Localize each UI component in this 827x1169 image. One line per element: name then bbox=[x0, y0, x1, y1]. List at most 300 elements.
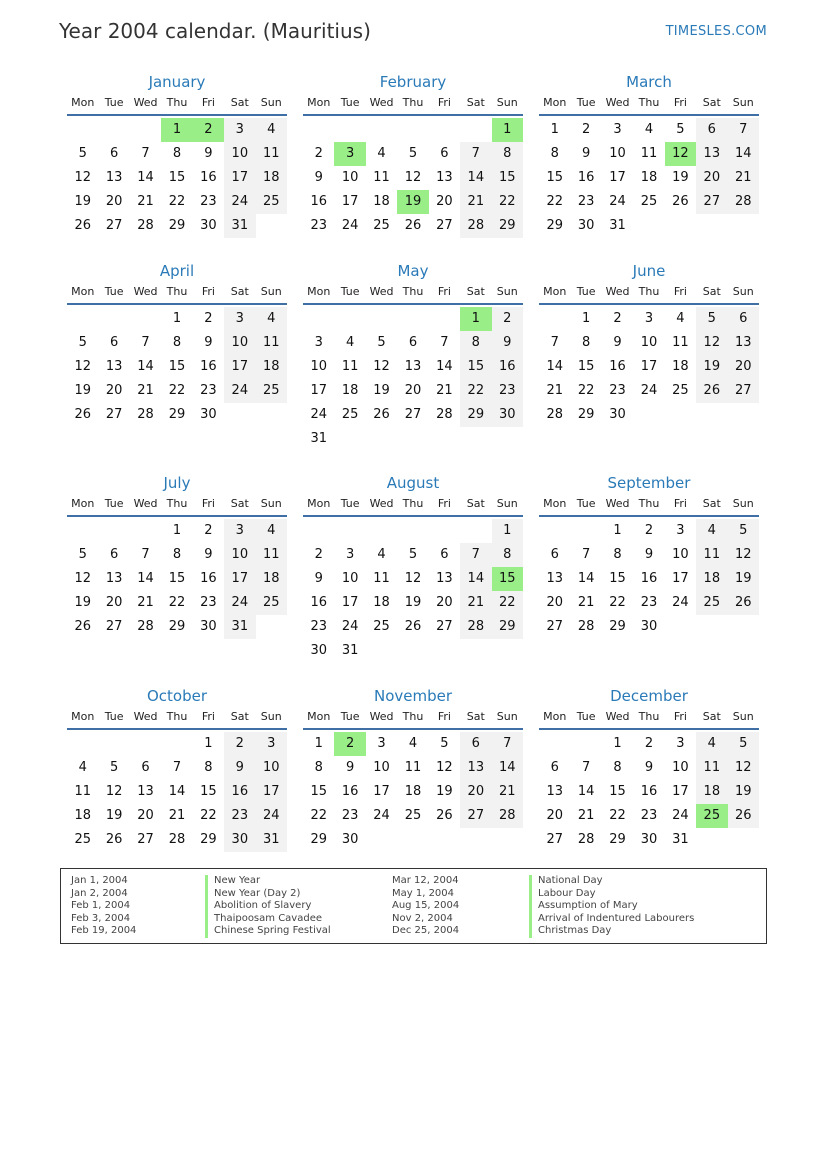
day-cell: 19 bbox=[74, 194, 91, 209]
day-cell: 3 bbox=[224, 118, 255, 142]
day-cell: 8 bbox=[172, 146, 182, 161]
day-cell: 24 bbox=[373, 808, 390, 823]
weekday-label: Wed bbox=[605, 710, 630, 723]
day-cell: 24 bbox=[310, 407, 327, 422]
day-cell: 31 bbox=[224, 615, 255, 639]
month-november bbox=[303, 687, 523, 852]
day-cell: 6 bbox=[728, 307, 759, 331]
day-cell: 6 bbox=[141, 760, 150, 775]
empty-cell bbox=[130, 307, 161, 331]
day-cell: 3 bbox=[345, 547, 355, 562]
day-cell: 24 bbox=[672, 808, 689, 823]
day-cell: 20 bbox=[105, 383, 123, 398]
holiday-name: New Year (Day 2) bbox=[205, 888, 300, 901]
day-cell: 22 bbox=[492, 591, 523, 615]
month-july bbox=[67, 474, 287, 639]
empty-cell bbox=[130, 519, 161, 543]
day-cell: 29 bbox=[168, 619, 186, 634]
day-cell: 9 bbox=[613, 335, 622, 350]
day-cell: 21 bbox=[460, 591, 491, 615]
day-cell: 17 bbox=[672, 784, 689, 799]
day-cell: 23 bbox=[492, 379, 523, 403]
day-cell: 18 bbox=[373, 595, 390, 610]
day-cell: 23 bbox=[310, 619, 327, 634]
day-cell: 30 bbox=[341, 832, 359, 847]
weekday-label: Sun bbox=[496, 497, 518, 510]
day-cell: 15 bbox=[168, 359, 186, 374]
day-cell: 9 bbox=[492, 331, 523, 355]
holiday-day-cell: 25 bbox=[696, 804, 727, 828]
day-cell: 29 bbox=[168, 407, 186, 422]
day-cell: 7 bbox=[460, 142, 491, 166]
month-june bbox=[539, 262, 759, 427]
day-cell: 12 bbox=[404, 170, 422, 185]
day-cell: 22 bbox=[310, 808, 327, 823]
day-cell: 18 bbox=[256, 567, 287, 591]
day-cell: 7 bbox=[141, 547, 150, 562]
day-cell: 27 bbox=[105, 619, 123, 634]
empty-cell bbox=[397, 519, 428, 543]
weekday-label: Tue bbox=[340, 710, 360, 723]
day-cell: 23 bbox=[200, 194, 217, 209]
day-cell: 21 bbox=[492, 780, 523, 804]
day-cell: 26 bbox=[105, 832, 123, 847]
day-cell: 27 bbox=[546, 619, 563, 634]
day-cell: 25 bbox=[256, 591, 287, 615]
holiday-name: Thaipoosam Cavadee bbox=[205, 913, 322, 926]
month-name: August bbox=[386, 474, 440, 492]
day-cell: 6 bbox=[696, 118, 727, 142]
day-cell: 17 bbox=[224, 166, 255, 190]
day-cell: 2 bbox=[204, 311, 213, 326]
day-cell: 1 bbox=[314, 736, 323, 751]
day-cell: 11 bbox=[404, 760, 422, 775]
day-cell: 30 bbox=[640, 619, 658, 634]
day-cell: 8 bbox=[172, 547, 182, 562]
day-cell: 29 bbox=[609, 619, 626, 634]
day-cell: 20 bbox=[404, 383, 422, 398]
empty-cell bbox=[366, 118, 397, 142]
weekday-label: Fri bbox=[437, 710, 451, 723]
day-cell: 31 bbox=[609, 218, 626, 233]
day-cell: 11 bbox=[696, 756, 727, 780]
day-cell: 14 bbox=[577, 784, 595, 799]
month-name: March bbox=[626, 73, 672, 91]
day-cell: 23 bbox=[609, 383, 626, 398]
day-cell: 12 bbox=[728, 756, 759, 780]
day-cell: 28 bbox=[577, 832, 595, 847]
day-cell: 13 bbox=[105, 359, 123, 374]
day-cell: 11 bbox=[341, 359, 359, 374]
weekday-label: Mon bbox=[71, 96, 95, 109]
day-cell: 2 bbox=[644, 736, 654, 751]
day-cell: 4 bbox=[696, 519, 727, 543]
day-cell: 28 bbox=[460, 214, 491, 238]
page-title: Year 2004 calendar. (Mauritius) bbox=[59, 19, 371, 43]
month-name: July bbox=[163, 474, 191, 492]
day-cell: 29 bbox=[609, 832, 626, 847]
month-august bbox=[303, 474, 523, 663]
day-cell: 19 bbox=[728, 780, 759, 804]
day-cell: 25 bbox=[256, 190, 287, 214]
day-cell: 10 bbox=[609, 146, 626, 161]
day-cell: 5 bbox=[377, 335, 386, 350]
empty-cell bbox=[334, 307, 365, 331]
day-cell: 17 bbox=[310, 383, 327, 398]
day-cell: 11 bbox=[256, 543, 287, 567]
day-cell: 13 bbox=[137, 784, 154, 799]
day-cell: 6 bbox=[460, 732, 491, 756]
day-cell: 23 bbox=[310, 218, 327, 233]
day-grid bbox=[67, 307, 287, 427]
day-cell: 14 bbox=[436, 359, 453, 374]
day-cell: 30 bbox=[492, 403, 523, 427]
day-cell: 20 bbox=[105, 595, 123, 610]
day-cell: 24 bbox=[224, 379, 255, 403]
day-cell: 9 bbox=[345, 760, 355, 775]
day-cell: 15 bbox=[200, 784, 217, 799]
day-cell: 3 bbox=[224, 307, 255, 331]
day-cell: 8 bbox=[492, 142, 523, 166]
day-cell: 15 bbox=[310, 784, 327, 799]
day-cell: 13 bbox=[436, 170, 453, 185]
day-cell: 25 bbox=[672, 383, 689, 398]
month-name: October bbox=[146, 687, 208, 705]
holiday-date: Aug 15, 2004 bbox=[392, 900, 460, 911]
empty-cell bbox=[98, 519, 129, 543]
day-cell: 14 bbox=[168, 784, 186, 799]
day-cell: 4 bbox=[377, 146, 386, 161]
day-cell: 26 bbox=[74, 407, 91, 422]
weekday-label: Mon bbox=[71, 710, 95, 723]
day-cell: 8 bbox=[314, 760, 323, 775]
day-cell: 1 bbox=[581, 311, 591, 326]
weekday-label: Thu bbox=[638, 497, 660, 510]
day-cell: 19 bbox=[74, 595, 91, 610]
month-name: May bbox=[397, 262, 429, 280]
empty-cell bbox=[67, 307, 98, 331]
day-cell: 19 bbox=[373, 383, 390, 398]
weekday-label: Sat bbox=[702, 710, 721, 723]
empty-cell bbox=[397, 307, 428, 331]
day-cell: 7 bbox=[581, 547, 591, 562]
weekday-label: Sun bbox=[732, 96, 754, 109]
day-cell: 16 bbox=[200, 571, 217, 586]
day-cell: 7 bbox=[440, 335, 449, 350]
empty-cell bbox=[303, 307, 334, 331]
day-cell: 3 bbox=[377, 736, 386, 751]
day-cell: 6 bbox=[109, 547, 119, 562]
month-may bbox=[303, 262, 523, 451]
weekday-label: Mon bbox=[543, 285, 567, 298]
weekday-label: Mon bbox=[543, 497, 567, 510]
day-cell: 19 bbox=[74, 383, 91, 398]
weekday-label: Sun bbox=[732, 285, 754, 298]
empty-cell bbox=[366, 519, 397, 543]
weekday-label: Sat bbox=[466, 96, 485, 109]
day-cell: 26 bbox=[696, 379, 727, 403]
day-cell: 16 bbox=[640, 784, 658, 799]
day-cell: 4 bbox=[676, 311, 685, 326]
day-cell: 1 bbox=[172, 311, 182, 326]
day-cell: 31 bbox=[310, 431, 327, 446]
day-cell: 22 bbox=[168, 595, 186, 610]
day-cell: 2 bbox=[613, 311, 622, 326]
holiday-day-cell: 1 bbox=[161, 118, 192, 142]
day-cell: 4 bbox=[78, 760, 87, 775]
day-cell: 17 bbox=[640, 359, 658, 374]
weekday-label: Tue bbox=[576, 96, 596, 109]
holiday-name: Christmas Day bbox=[529, 925, 611, 938]
empty-cell bbox=[460, 519, 491, 543]
day-cell: 4 bbox=[377, 547, 386, 562]
day-cell: 11 bbox=[373, 170, 390, 185]
weekday-label: Sat bbox=[702, 96, 721, 109]
holiday-name: Arrival of Indentured Labourers bbox=[529, 913, 694, 926]
holiday-date: Feb 3, 2004 bbox=[71, 912, 131, 924]
day-cell: 18 bbox=[696, 780, 727, 804]
day-cell: 10 bbox=[672, 760, 689, 775]
day-cell: 6 bbox=[550, 760, 559, 775]
day-cell: 6 bbox=[109, 335, 119, 350]
day-cell: 22 bbox=[492, 190, 523, 214]
day-cell: 24 bbox=[640, 383, 658, 398]
month-name: April bbox=[159, 262, 195, 280]
day-cell: 8 bbox=[492, 543, 523, 567]
day-cell: 29 bbox=[577, 407, 595, 422]
day-cell: 17 bbox=[341, 194, 359, 209]
day-cell: 15 bbox=[168, 571, 186, 586]
day-cell: 30 bbox=[200, 407, 217, 422]
day-cell: 22 bbox=[546, 194, 563, 209]
weekday-label: Sat bbox=[230, 285, 249, 298]
day-cell: 14 bbox=[460, 166, 491, 190]
day-cell: 21 bbox=[137, 383, 154, 398]
weekday-label: Tue bbox=[104, 285, 124, 298]
weekday-header bbox=[303, 709, 523, 730]
day-cell: 25 bbox=[373, 218, 390, 233]
empty-cell bbox=[397, 118, 428, 142]
day-cell: 14 bbox=[577, 571, 595, 586]
day-cell: 19 bbox=[105, 808, 123, 823]
day-cell: 8 bbox=[460, 331, 491, 355]
day-cell: 5 bbox=[408, 547, 418, 562]
weekday-label: Wed bbox=[369, 710, 394, 723]
day-cell: 5 bbox=[78, 335, 87, 350]
day-cell: 8 bbox=[613, 547, 622, 562]
empty-cell bbox=[539, 732, 570, 756]
day-cell: 15 bbox=[609, 571, 626, 586]
day-cell: 15 bbox=[546, 170, 563, 185]
day-cell: 22 bbox=[609, 808, 626, 823]
month-april bbox=[67, 262, 287, 427]
weekday-label: Thu bbox=[166, 285, 188, 298]
day-cell: 9 bbox=[644, 760, 654, 775]
weekday-header bbox=[539, 284, 759, 305]
weekday-label: Tue bbox=[576, 285, 596, 298]
weekday-label: Sun bbox=[496, 96, 518, 109]
day-cell: 19 bbox=[436, 784, 453, 799]
day-cell: 11 bbox=[672, 335, 689, 350]
day-cell: 27 bbox=[436, 218, 453, 233]
day-cell: 6 bbox=[440, 146, 449, 161]
month-name: June bbox=[632, 262, 666, 280]
day-cell: 14 bbox=[546, 359, 563, 374]
day-cell: 31 bbox=[256, 828, 287, 852]
holiday-name: New Year bbox=[205, 875, 260, 888]
weekday-label: Fri bbox=[673, 497, 687, 510]
weekday-label: Thu bbox=[166, 96, 188, 109]
empty-cell bbox=[570, 519, 601, 543]
holiday-day-cell: 2 bbox=[334, 732, 365, 756]
day-cell: 3 bbox=[644, 311, 654, 326]
day-cell: 23 bbox=[640, 595, 658, 610]
weekday-label: Wed bbox=[605, 96, 630, 109]
day-cell: 4 bbox=[345, 335, 355, 350]
day-cell: 20 bbox=[546, 808, 563, 823]
weekday-label: Mon bbox=[307, 710, 331, 723]
day-cell: 11 bbox=[256, 331, 287, 355]
day-cell: 12 bbox=[404, 571, 422, 586]
day-cell: 17 bbox=[256, 780, 287, 804]
day-cell: 21 bbox=[137, 595, 154, 610]
day-cell: 22 bbox=[168, 194, 186, 209]
weekday-label: Tue bbox=[576, 497, 596, 510]
day-cell: 20 bbox=[696, 166, 727, 190]
weekday-label: Sat bbox=[230, 710, 249, 723]
holiday-name: Chinese Spring Festival bbox=[205, 925, 331, 938]
holiday-day-cell: 1 bbox=[460, 307, 491, 331]
day-cell: 12 bbox=[373, 359, 390, 374]
day-cell: 27 bbox=[728, 379, 759, 403]
weekday-label: Thu bbox=[402, 710, 424, 723]
day-cell: 24 bbox=[609, 194, 626, 209]
empty-cell bbox=[303, 519, 334, 543]
empty-cell bbox=[161, 732, 192, 756]
day-cell: 7 bbox=[141, 335, 150, 350]
day-cell: 15 bbox=[577, 359, 595, 374]
day-cell: 29 bbox=[200, 832, 217, 847]
day-grid bbox=[303, 118, 523, 238]
empty-cell bbox=[539, 519, 570, 543]
day-cell: 27 bbox=[105, 407, 123, 422]
day-cell: 16 bbox=[640, 571, 658, 586]
site-link[interactable]: TIMESLES.COM bbox=[665, 24, 767, 39]
weekday-label: Thu bbox=[638, 710, 660, 723]
day-cell: 8 bbox=[581, 335, 591, 350]
day-grid bbox=[539, 732, 759, 852]
day-cell: 9 bbox=[204, 547, 213, 562]
weekday-label: Tue bbox=[340, 285, 360, 298]
weekday-label: Wed bbox=[133, 497, 158, 510]
holiday-name: National Day bbox=[529, 875, 603, 888]
weekday-label: Sat bbox=[466, 710, 485, 723]
holiday-date: May 1, 2004 bbox=[392, 887, 455, 899]
day-cell: 15 bbox=[492, 166, 523, 190]
weekday-label: Sun bbox=[260, 96, 282, 109]
day-cell: 13 bbox=[404, 359, 422, 374]
day-grid bbox=[539, 307, 759, 427]
day-cell: 8 bbox=[204, 760, 213, 775]
empty-cell bbox=[460, 118, 491, 142]
weekday-label: Fri bbox=[201, 710, 215, 723]
day-cell: 26 bbox=[74, 218, 91, 233]
day-cell: 7 bbox=[172, 760, 182, 775]
weekday-label: Sat bbox=[702, 497, 721, 510]
day-cell: 4 bbox=[644, 122, 654, 137]
day-cell: 26 bbox=[373, 407, 390, 422]
weekday-label: Mon bbox=[543, 710, 567, 723]
month-name: January bbox=[148, 73, 206, 91]
day-cell: 10 bbox=[672, 547, 689, 562]
day-cell: 18 bbox=[672, 359, 689, 374]
empty-cell bbox=[98, 732, 129, 756]
day-cell: 29 bbox=[492, 615, 523, 639]
day-cell: 13 bbox=[546, 571, 563, 586]
day-cell: 24 bbox=[224, 190, 255, 214]
day-cell: 2 bbox=[581, 122, 591, 137]
day-cell: 18 bbox=[74, 808, 91, 823]
weekday-label: Fri bbox=[673, 285, 687, 298]
day-cell: 16 bbox=[492, 355, 523, 379]
weekday-header bbox=[67, 95, 287, 116]
month-name: February bbox=[379, 73, 447, 91]
day-cell: 21 bbox=[436, 383, 453, 398]
day-cell: 3 bbox=[314, 335, 323, 350]
day-cell: 14 bbox=[492, 756, 523, 780]
day-cell: 29 bbox=[492, 214, 523, 238]
weekday-header bbox=[539, 95, 759, 116]
day-cell: 25 bbox=[404, 808, 422, 823]
day-cell: 3 bbox=[676, 523, 685, 538]
day-cell: 9 bbox=[204, 335, 213, 350]
day-cell: 24 bbox=[341, 619, 359, 634]
day-cell: 12 bbox=[105, 784, 123, 799]
weekday-label: Wed bbox=[133, 285, 158, 298]
day-cell: 8 bbox=[550, 146, 559, 161]
weekday-label: Fri bbox=[673, 710, 687, 723]
day-cell: 6 bbox=[550, 547, 559, 562]
day-cell: 28 bbox=[460, 615, 491, 639]
day-cell: 26 bbox=[728, 804, 759, 828]
weekday-label: Fri bbox=[201, 285, 215, 298]
day-cell: 13 bbox=[105, 571, 123, 586]
day-cell: 18 bbox=[373, 194, 390, 209]
month-name: September bbox=[607, 474, 691, 492]
empty-cell bbox=[366, 307, 397, 331]
holiday-name: Labour Day bbox=[529, 888, 596, 901]
day-cell: 23 bbox=[341, 808, 359, 823]
month-name: December bbox=[610, 687, 688, 705]
day-cell: 27 bbox=[105, 218, 123, 233]
day-cell: 16 bbox=[200, 170, 217, 185]
day-cell: 10 bbox=[224, 331, 255, 355]
day-cell: 19 bbox=[672, 170, 689, 185]
weekday-label: Sun bbox=[260, 285, 282, 298]
weekday-label: Thu bbox=[402, 497, 424, 510]
day-cell: 25 bbox=[256, 379, 287, 403]
day-cell: 6 bbox=[109, 146, 119, 161]
month-january bbox=[67, 73, 287, 238]
day-cell: 5 bbox=[78, 547, 87, 562]
day-cell: 9 bbox=[314, 571, 323, 586]
holiday-name: Assumption of Mary bbox=[529, 900, 638, 913]
day-cell: 30 bbox=[609, 407, 626, 422]
day-grid bbox=[539, 118, 759, 238]
day-cell: 14 bbox=[728, 142, 759, 166]
empty-cell bbox=[98, 307, 129, 331]
day-cell: 6 bbox=[408, 335, 418, 350]
